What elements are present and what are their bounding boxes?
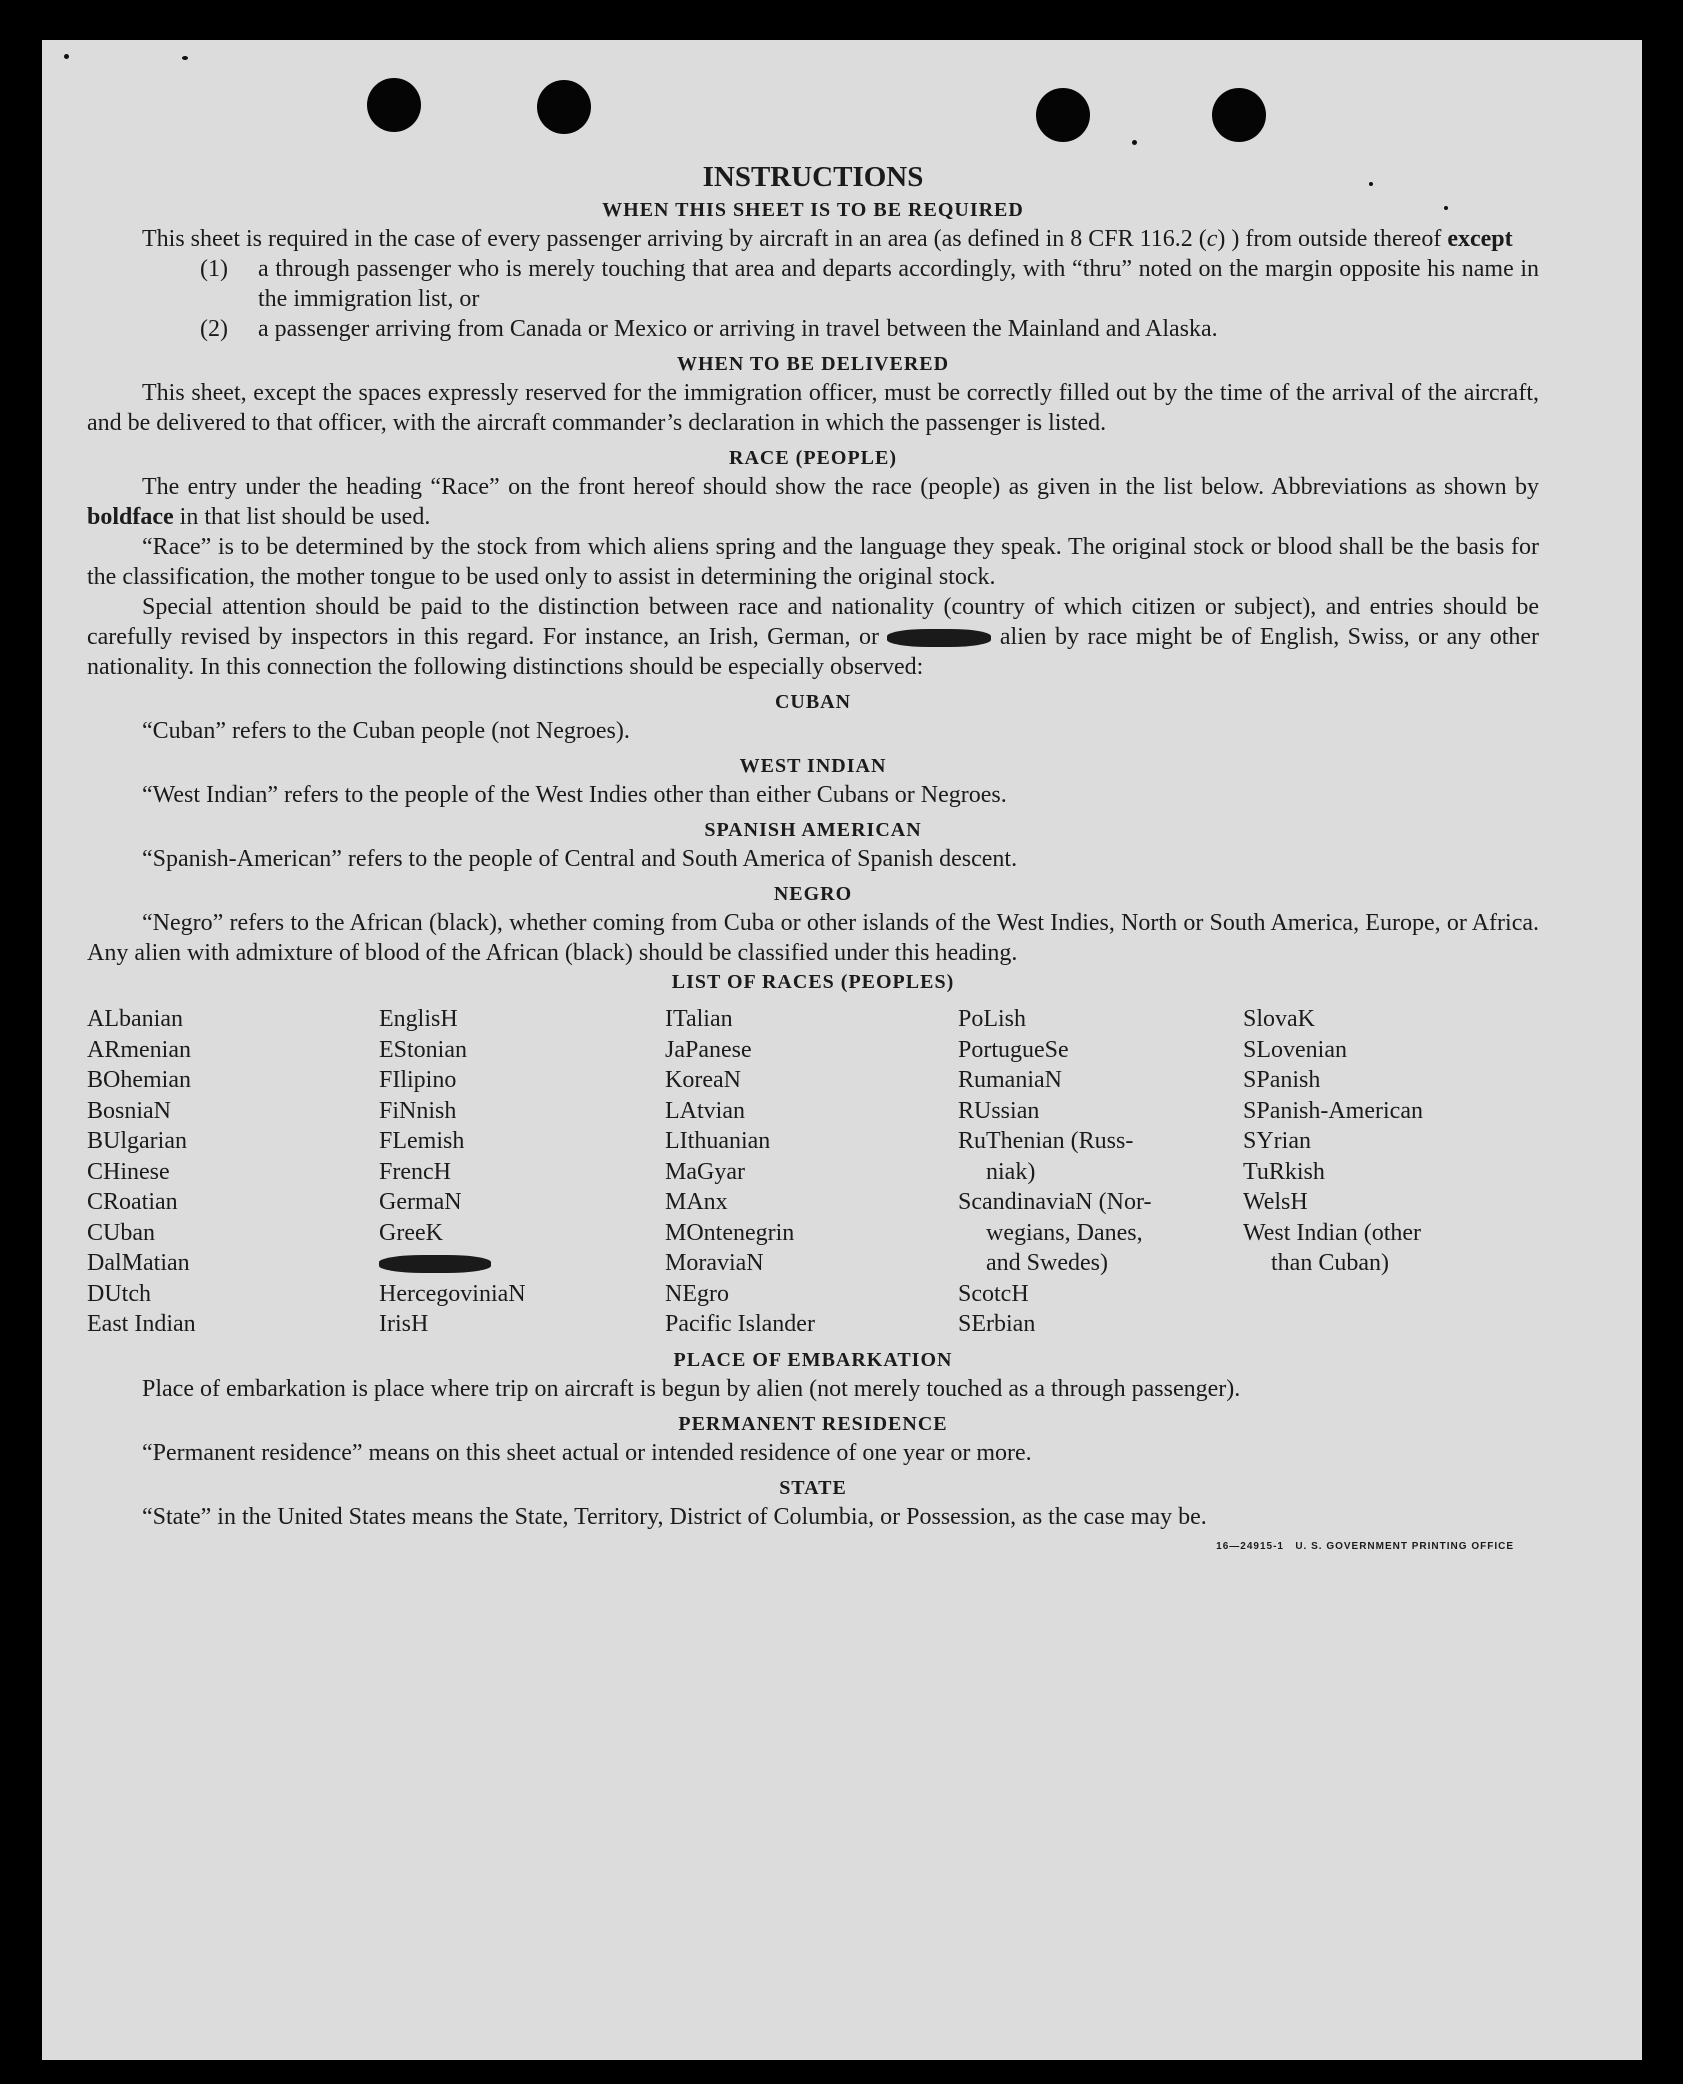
form-number: 16—24915-1: [1216, 1540, 1284, 1552]
race-entry: Pacific Islander: [665, 1311, 815, 1337]
instructions-body: [87, 158, 1539, 1562]
heading-spanish-american: SPANISH AMERICAN: [704, 819, 922, 841]
bleed-through-text: [202, 112, 218, 146]
race-entry: BosniaN: [87, 1097, 171, 1124]
negro-text: “Negro” refers to the African (black), whether coming from Cuba or other islands of the West Indies, North or South America, Europe, or Africa. Any alien with admixture of blood of the African (black) should be classified under this heading.: [87, 910, 1539, 966]
race-entry: LAtvian: [665, 1097, 745, 1124]
races-column-3: [665, 1004, 958, 1340]
race-entry: BOhemian: [87, 1067, 191, 1093]
heading-cuban: CUBAN: [774, 691, 852, 713]
race-entry: CHinese: [87, 1158, 170, 1185]
race-entry: West Indian (other: [1243, 1219, 1422, 1246]
punch-hole: [1036, 88, 1090, 142]
race-entry: FLemish: [379, 1128, 465, 1154]
heading-negro: NEGRO: [773, 883, 853, 905]
race-entry: SPanish: [1243, 1067, 1321, 1093]
race-entry: PoLish: [958, 1006, 1027, 1032]
heading-residence: PERMANENT RESIDENCE: [678, 1412, 948, 1435]
race-entry: JaPanese: [665, 1036, 752, 1063]
redaction-mark: [379, 1255, 491, 1273]
race-entry: IrisH: [379, 1311, 429, 1337]
spanish-american-text: “Spanish-American” refers to the people of Central and South America of Spanish descent.: [142, 846, 1018, 872]
race-entry: East Indian: [87, 1311, 196, 1337]
race-entry: MaGyar: [665, 1158, 745, 1185]
heading-delivered: WHEN TO BE DELIVERED: [676, 353, 950, 375]
race-entry: EStonian: [379, 1036, 467, 1063]
race-entry: HercegoviniaN: [379, 1280, 526, 1307]
punch-hole: [537, 80, 591, 134]
race-paragraph-1: The entry under the heading “Race” on the front hereof should show the race (people) as given in the list below. Abbreviations as shown by boldface in that list should be used.: [87, 474, 1539, 530]
printer-name: U. S. GOVERNMENT PRINTING OFFICE: [1295, 1540, 1514, 1552]
race-entry-continued: wegians, Danes,: [986, 1219, 1143, 1246]
race-entry: ITalian: [665, 1006, 733, 1032]
races-list: [87, 1004, 1539, 1340]
races-column-4: [958, 1004, 1243, 1340]
heading-west-indian: WEST INDIAN: [739, 755, 887, 777]
race-entry: FiNnish: [379, 1097, 457, 1124]
race-entry: FrencH: [379, 1158, 451, 1185]
race-entry: RuThenian (Russ-: [958, 1128, 1134, 1154]
punch-hole: [367, 78, 421, 132]
required-intro: This sheet is required in the case of every passenger arriving by aircraft in an area (as defined in 8 CFR 116.2 (c) ) from outside thereof except: [142, 226, 1513, 252]
race-entry: SErbian: [958, 1311, 1036, 1337]
race-entry: SlovaK: [1243, 1006, 1315, 1032]
race-entry: PortugueSe: [958, 1036, 1069, 1063]
race-entry-continued: than Cuban): [1271, 1250, 1389, 1276]
delivered-text: This sheet, except the spaces expressly reserved for the immigration officer, must be correctly filled out by the time of the arrival of the aircraft, and be delivered to that officer, with the aircraft commander’s declaration in which the passenger is listed.: [87, 380, 1539, 436]
heading-state: STATE: [779, 1476, 847, 1499]
heading-embarkation: PLACE OF EMBARKATION: [673, 1348, 953, 1371]
race-entry: ScandinaviaN (Nor-: [958, 1189, 1152, 1215]
race-entry: ScotcH: [958, 1280, 1029, 1307]
page-title: INSTRUCTIONS: [702, 161, 924, 193]
race-entry: RumaniaN: [958, 1067, 1062, 1093]
race-entry: ALbanian: [87, 1006, 183, 1032]
race-entry: NEgro: [665, 1280, 729, 1307]
race-entry: ARmenian: [87, 1036, 191, 1063]
race-entry: EnglisH: [379, 1006, 458, 1032]
races-column-1: [87, 1004, 379, 1340]
race-entry: GermaN: [379, 1189, 462, 1215]
race-entry: RUssian: [958, 1097, 1040, 1124]
required-item-1: (1) a through passenger who is merely touching that area and departs accordingly, with “thru” noted on the margin opposite his name in the immigration list, or: [200, 256, 1539, 312]
race-entry: MAnx: [665, 1189, 728, 1215]
race-entry: SYrian: [1243, 1128, 1311, 1154]
race-paragraph-3: Special attention should be paid to the distinction between race and nationality (country of which citizen or subject), and entries should be carefully revised by inspectors in this regard. For instance, an Irish, German, or alien by race might be of English, Swiss, or any other nationality. In this connection the following distinctions should be especially observed:: [87, 594, 1540, 680]
race-entry: CRoatian: [87, 1189, 178, 1215]
race-entry: MOntenegrin: [665, 1219, 795, 1246]
races-column-5: [1243, 1004, 1539, 1340]
race-entry: DUtch: [87, 1280, 151, 1307]
race-entry-continued: and Swedes): [986, 1250, 1108, 1276]
race-entry: MoraviaN: [665, 1250, 764, 1276]
redacted-entry: [379, 1248, 665, 1279]
race-entry-continued: niak): [986, 1158, 1036, 1185]
race-entry: DalMatian: [87, 1250, 190, 1276]
race-entry: BUlgarian: [87, 1128, 187, 1154]
race-entry: FIlipino: [379, 1067, 457, 1093]
race-entry: LIthuanian: [665, 1128, 771, 1154]
race-entry: KoreaN: [665, 1067, 741, 1093]
race-entry: GreeK: [379, 1219, 443, 1246]
heading-list-of-races: LIST OF RACES (PEOPLES): [671, 971, 955, 993]
race-entry: CUban: [87, 1219, 155, 1246]
speck: [1132, 140, 1137, 145]
state-text: “State” in the United States means the State, Territory, District of Columbia, or Possession, as the case may be.: [142, 1503, 1207, 1530]
required-item-2: (2) a passenger arriving from Canada or Mexico or arriving in travel between the Mainland and Alaska.: [200, 316, 1218, 342]
residence-text: “Permanent residence” means on this sheet actual or intended residence of one year or more.: [142, 1439, 1032, 1466]
embarkation-text: Place of embarkation is place where trip on aircraft is begun by alien (not merely touched as a through passenger).: [142, 1375, 1241, 1402]
heading-race: RACE (PEOPLE): [729, 447, 897, 469]
race-entry: SLovenian: [1243, 1036, 1347, 1063]
cuban-text: “Cuban” refers to the Cuban people (not Negroes).: [142, 718, 630, 744]
printer-imprint: [87, 1532, 1539, 1562]
race-paragraph-2: “Race” is to be determined by the stock from which aliens spring and the language they speak. The original stock or blood shall be the basis for the classification, the mother tongue to be used only to assist in determining the original stock.: [87, 534, 1539, 590]
races-column-2: [379, 1004, 665, 1340]
race-entry: TuRkish: [1243, 1158, 1325, 1185]
race-entry: WelsH: [1243, 1189, 1308, 1215]
redaction-mark: [887, 629, 991, 647]
west-indian-text: “West Indian” refers to the people of the West Indies other than either Cubans or Negroes.: [142, 782, 1007, 808]
punch-hole: [1212, 88, 1266, 142]
speck: [182, 56, 188, 60]
document-page: [42, 40, 1642, 2060]
heading-required: WHEN THIS SHEET IS TO BE REQUIRED: [602, 199, 1024, 221]
race-entry: SPanish-American: [1243, 1097, 1423, 1124]
speck: [64, 54, 69, 59]
